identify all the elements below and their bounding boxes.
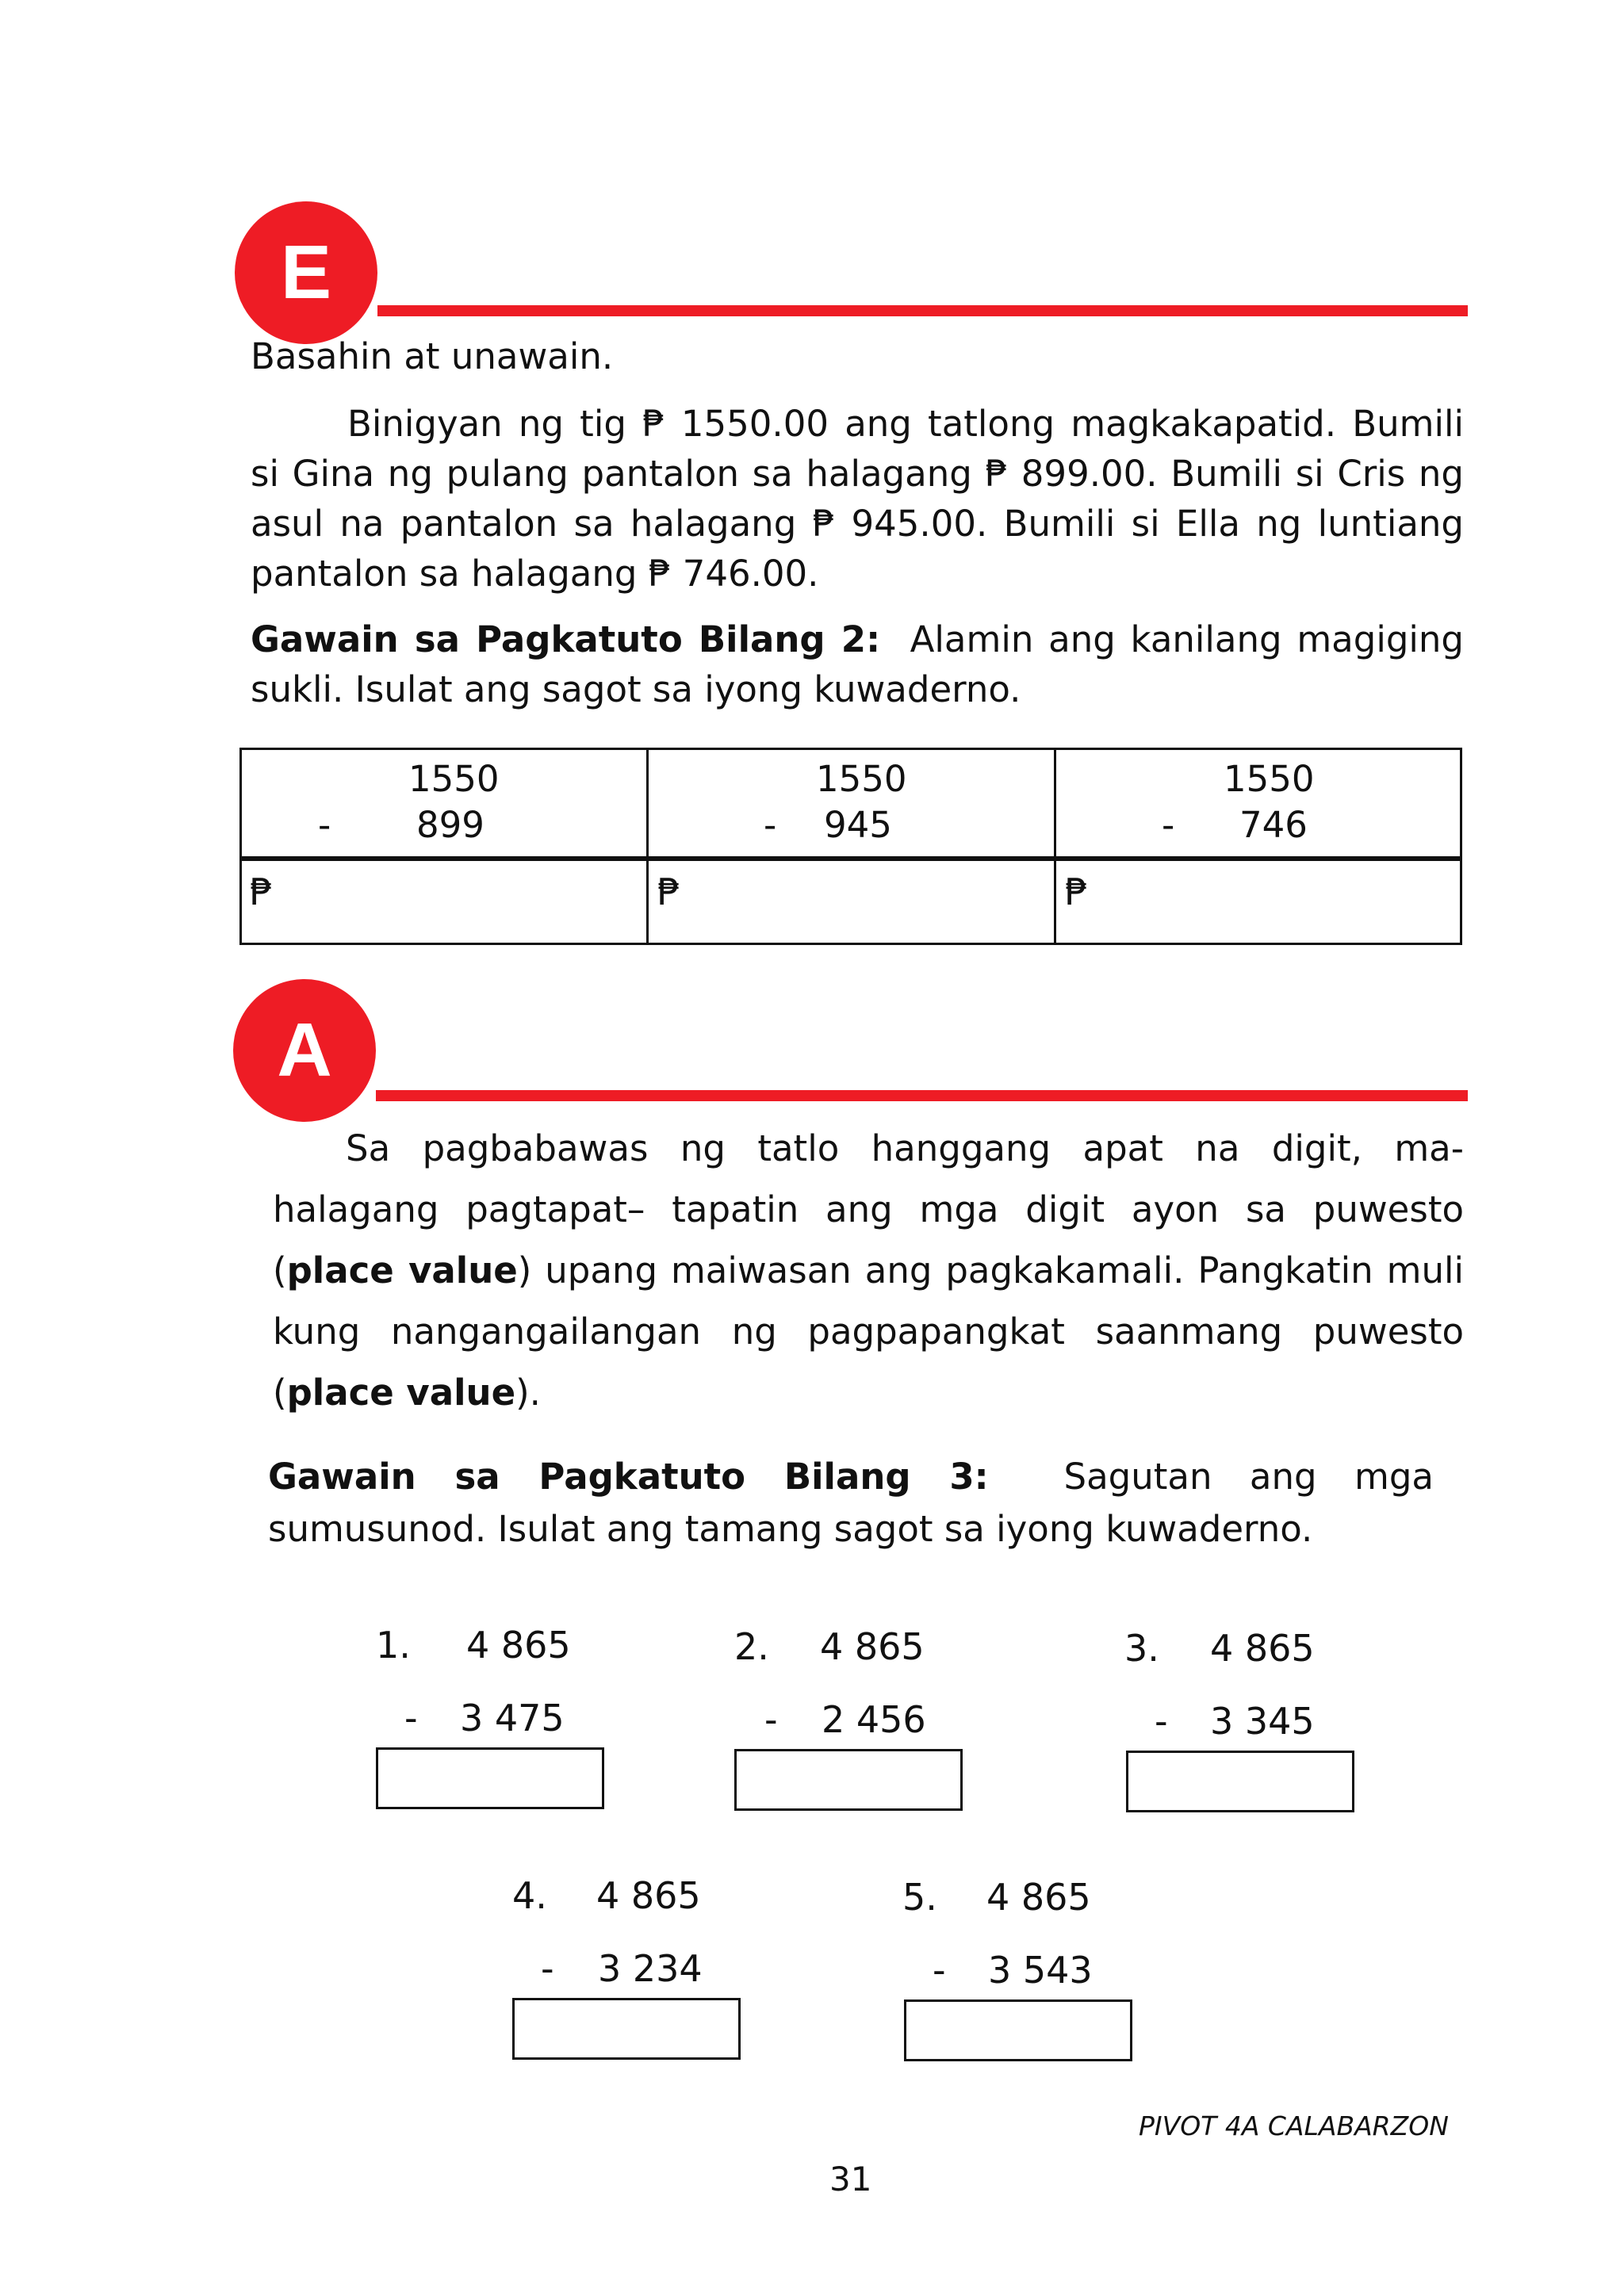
problem-number: 1. (376, 1624, 411, 1667)
table-minus-sign: - (1162, 804, 1175, 846)
peso-sign-answer: ₱ (250, 871, 274, 913)
publisher-footer: PIVOT 4A CALABARZON (1139, 2110, 1449, 2141)
instruction-text: Basahin at unawain. (251, 335, 614, 377)
table-divider (1054, 750, 1056, 943)
problem-minuend: 4 865 (596, 1874, 701, 1917)
place-value-text-3: ). (515, 1372, 541, 1414)
story-text: Binigyan ng tig ₱ 1550.00 ang tatlong magkakapatid. Bumili si Gina ng pulang pantalon sa halagang ₱ 899.00. Bumili si Cris ng asul na pantalon sa halagang ₱ 945.00. Bumili si Ella ng luntiang pantalon sa halagang ₱ 746.00. (251, 403, 1464, 595)
peso-sign-answer: ₱ (1065, 871, 1089, 913)
problem-subtrahend: 3 345 (1210, 1700, 1315, 1743)
table-header-rule (242, 856, 1460, 861)
answer-box-2[interactable] (734, 1749, 963, 1811)
table-subtrahend: 899 (416, 804, 485, 846)
table-minuend: 1550 (816, 758, 907, 800)
answer-box-4[interactable] (512, 1998, 741, 2060)
problem-subtrahend: 3 234 (598, 1947, 703, 1990)
page-number: 31 (829, 2160, 872, 2198)
problem-subtrahend: 3 475 (460, 1697, 565, 1739)
place-value-term: place value (286, 1372, 516, 1414)
problem-number: 5. (902, 1876, 937, 1919)
table-subtrahend: 945 (824, 804, 892, 846)
answer-box-5[interactable] (904, 1999, 1132, 2061)
problem-number: 2. (734, 1625, 769, 1668)
place-value-text-2: ) upang maiwasan ang pagkakamali. Pangkatin muli kung nangangailangan ng pagpapangkat saanmang puwesto ( (273, 1249, 1465, 1414)
problem-number: 4. (512, 1874, 547, 1917)
section-a-letter: A (277, 1008, 332, 1093)
problem-minus-sign: - (764, 1698, 778, 1741)
section-a-badge (233, 979, 376, 1122)
problem-subtrahend: 3 543 (988, 1949, 1093, 1992)
task-3-text: Sagutan ang mga sumusunod. Isulat ang tamang sagot sa iyong kuwaderno. (268, 1456, 1434, 1550)
task-3-paragraph (268, 1451, 1434, 1556)
table-minuend: 1550 (1224, 758, 1315, 800)
problem-minus-sign: - (404, 1697, 418, 1739)
problem-minus-sign: - (933, 1949, 946, 1992)
section-e-letter: E (280, 230, 332, 315)
table-minuend: 1550 (408, 758, 500, 800)
section-a-rule (376, 1090, 1468, 1101)
place-value-term: place value (286, 1249, 518, 1292)
answer-box-1[interactable] (376, 1747, 604, 1809)
table-subtrahend: 746 (1239, 804, 1308, 846)
table-divider (646, 750, 649, 943)
problem-minuend: 4 865 (986, 1876, 1091, 1919)
task-3-label: Gawain sa Pagkatuto Bilang 3: (268, 1456, 989, 1498)
place-value-paragraph (273, 1118, 1464, 1423)
problem-minus-sign: - (541, 1947, 554, 1990)
problem-minuend: 4 865 (1210, 1627, 1315, 1670)
table-minus-sign: - (764, 804, 777, 846)
peso-sign-answer: ₱ (657, 871, 681, 913)
task-2-label: Gawain sa Pagkatuto Bilang 2: (251, 618, 881, 660)
problem-number: 3. (1124, 1627, 1159, 1670)
section-e-rule (377, 305, 1468, 316)
answer-box-3[interactable] (1126, 1751, 1354, 1812)
problem-minus-sign: - (1155, 1700, 1168, 1743)
problem-subtrahend: 2 456 (822, 1698, 926, 1741)
section-e-badge (235, 201, 377, 344)
task-2-text: Alamin ang kanilang magiging sukli. Isulat ang sagot sa iyong kuwaderno. (251, 618, 1464, 710)
problem-minuend: 4 865 (820, 1625, 925, 1668)
table-minus-sign: - (318, 804, 331, 846)
story-paragraph (251, 399, 1464, 599)
task-2-paragraph (251, 614, 1464, 714)
problem-minuend: 4 865 (466, 1624, 571, 1667)
place-value-text-1: Sa pagbabawas ng tatlo hanggang apat na digit, ma-halagang pagtapat– tapatin ang mga digit ayon sa puwesto ( (273, 1127, 1464, 1292)
subtraction-table (239, 748, 1462, 945)
